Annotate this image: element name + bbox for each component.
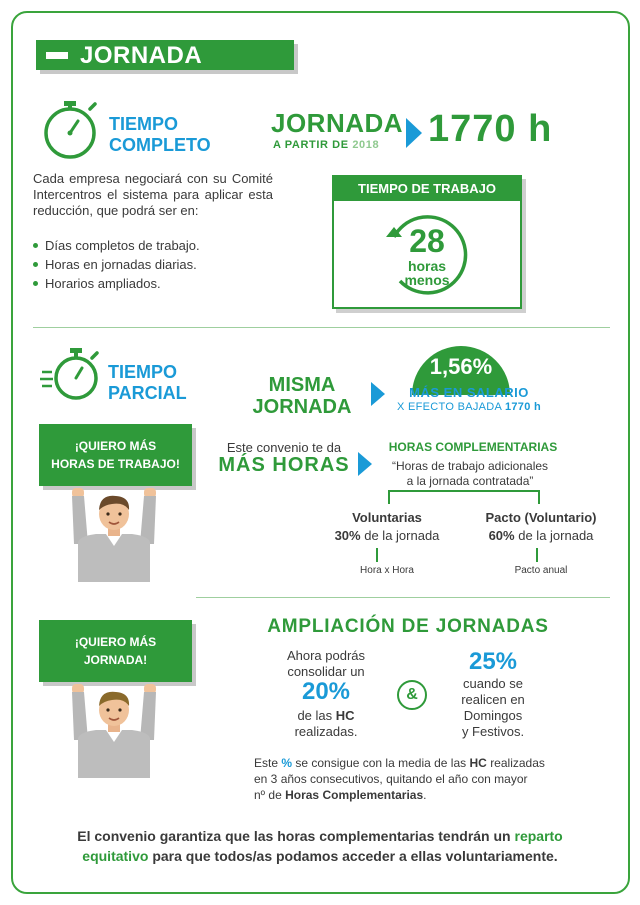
callout-more-hours: ¡QUIERO MÁS HORAS DE TRABAJO! <box>39 424 192 486</box>
tiempo-trabajo-title: TIEMPO DE TRABAJO <box>334 177 520 201</box>
callout-more-jornada: ¡QUIERO MÁS JORNADA! <box>39 620 192 682</box>
voluntarias-note: Hora x Hora <box>360 565 414 576</box>
reduction-options-list <box>33 236 273 293</box>
person-illustration <box>66 682 162 778</box>
arrow-right-icon <box>406 118 422 148</box>
hours-less-line2: menos <box>404 272 450 288</box>
tiempo-completo-title: TIEMPO COMPLETO <box>109 114 211 155</box>
bullet-icon <box>33 243 38 248</box>
efecto-bajada: X EFECTO BAJADA 1770 h <box>397 401 541 413</box>
minus-icon <box>46 52 68 59</box>
divider <box>376 548 378 562</box>
footer-statement: El convenio garantiza que las horas complementarias tendrán un reparto equitativo para que todos/as podamos acceder a ellas voluntariamente. <box>77 828 563 864</box>
stopwatch-icon <box>40 97 104 161</box>
consolidar-percent: 20% <box>301 678 351 705</box>
hc-quote: “Horas de trabajo adicionales a la jornada contratada” <box>391 459 549 488</box>
tiempo-parcial-title: TIEMPO PARCIAL <box>108 362 187 403</box>
convenio-da: Este convenio te da <box>226 440 342 455</box>
salary-percent: 1,56% <box>429 354 493 379</box>
section-title: JORNADA <box>80 42 203 69</box>
voluntarias-title: Voluntarias <box>352 510 422 525</box>
tiempo-trabajo-box <box>332 175 522 309</box>
hc-title: HORAS COMPLEMENTARIAS <box>388 440 558 454</box>
mas-salario: MÁS EN SALARIO <box>409 385 529 400</box>
stopwatch-fast-icon <box>40 344 104 404</box>
mas-horas: MÁS HORAS <box>218 454 350 476</box>
hours-less-line1: horas <box>407 258 447 274</box>
arrow-right-icon <box>371 382 385 406</box>
divider <box>33 327 610 328</box>
festivos-percent: 25% <box>468 648 518 675</box>
list-item: Horas en jornadas diarias. <box>33 255 273 274</box>
ampliacion-title: AMPLIACIÓN DE JORNADAS <box>267 616 549 637</box>
negotiation-paragraph: Cada empresa negociará con su Comité Intercentros el sistema para aplicar esta reducción, que podrá ser en: <box>33 171 273 218</box>
consolidar-block: Ahora podrás consolidar un <box>286 648 366 679</box>
person-illustration <box>66 486 162 582</box>
bullet-icon <box>33 281 38 286</box>
a-partir-de-label: A PARTIR DE 2018 <box>273 139 380 151</box>
bullet-icon <box>33 262 38 267</box>
voluntarias-desc: 30% de la jornada <box>334 528 440 543</box>
pacto-desc: 60% de la jornada <box>488 528 594 543</box>
list-item: Días completos de trabajo. <box>33 236 273 255</box>
divider <box>196 597 610 598</box>
list-item: Horarios ampliados. <box>33 274 273 293</box>
festivos-block: cuando se realicen en Domingos y Festivos. <box>461 676 525 739</box>
pacto-title: Pacto (Voluntario) <box>485 510 597 525</box>
consolidar-block-end: de las HC realizadas. <box>294 708 358 739</box>
jornada-hours: 1770 h <box>428 108 553 150</box>
jornada-label: JORNADA <box>271 108 404 138</box>
bracket-lines <box>384 490 544 506</box>
section-header <box>36 40 294 70</box>
ampersand-badge: & <box>397 680 427 710</box>
hours-less-number: 28 <box>409 223 445 259</box>
pacto-note: Pacto anual <box>514 565 568 576</box>
misma-jornada: MISMA JORNADA <box>252 374 352 418</box>
percent-note: Este % se consigue con la media de las HC realizadas en 3 años consecutivos, quitando el año con mayor nº de Horas Complementarias. <box>254 756 545 802</box>
divider <box>536 548 538 562</box>
